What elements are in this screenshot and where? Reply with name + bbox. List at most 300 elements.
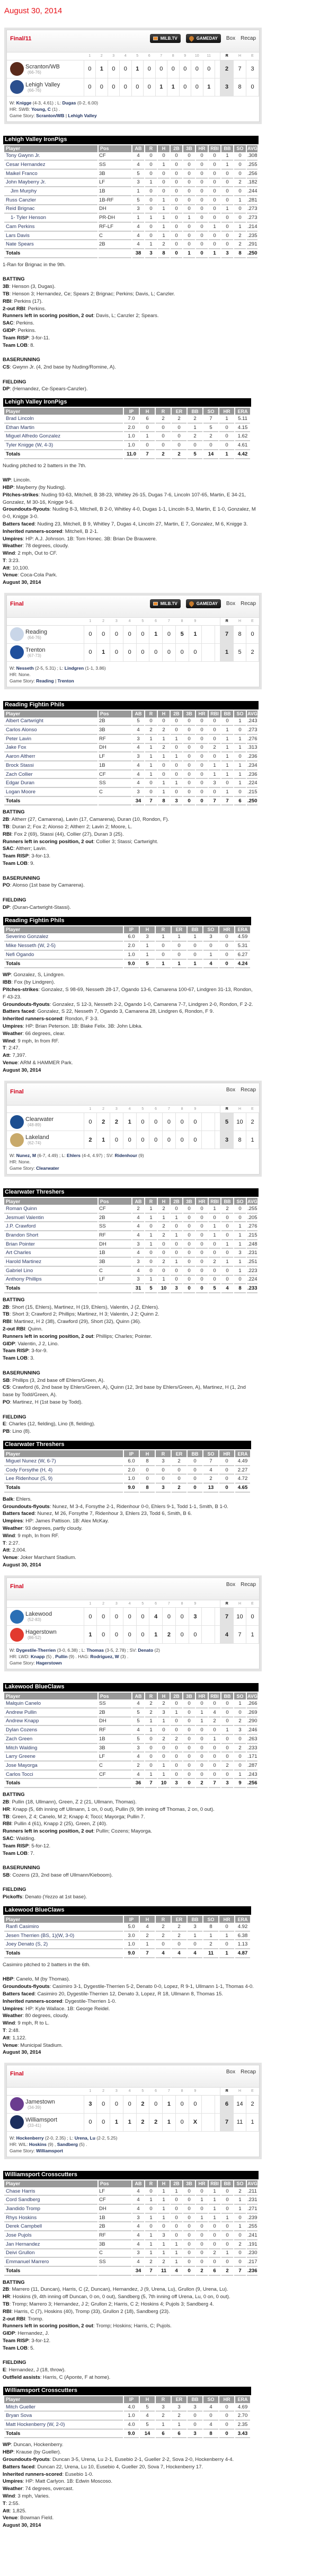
player-name[interactable]: Andrew Pullin <box>4 1708 97 1718</box>
inning-runs: 0 <box>175 643 189 661</box>
column-header[interactable]: R <box>145 709 157 717</box>
player-link[interactable]: Dugas <box>62 100 76 106</box>
column-header[interactable]: ERA <box>235 925 250 933</box>
player-name[interactable]: Carlos Tocci <box>4 1771 97 1780</box>
column-header[interactable]: HR <box>196 144 208 152</box>
column-header[interactable]: SO <box>234 1197 246 1205</box>
player-link[interactable]: Scranton/WB <box>36 112 65 118</box>
inning-header: 4 <box>123 1106 136 1113</box>
column-header[interactable]: Player <box>4 2179 97 2187</box>
stat-cell: 0 <box>183 196 195 205</box>
note-colon: : <box>10 1399 13 1406</box>
player-name[interactable]: Aaron Altherr <box>4 752 97 761</box>
note-text: 10,100. <box>12 565 30 571</box>
column-header[interactable]: R <box>145 2179 157 2187</box>
column-header[interactable]: HR <box>219 2395 234 2403</box>
player-name[interactable]: 1- Tyler Henson <box>4 214 97 223</box>
player-name[interactable]: Joey Denato (S, 2) <box>4 1940 123 1949</box>
pitching-team-title: Lehigh Valley IronPigs <box>3 398 251 407</box>
game-actions <box>226 2069 256 2075</box>
note-label: 2B <box>3 1799 10 1805</box>
column-header[interactable]: BB <box>188 407 202 415</box>
column-header[interactable]: BB <box>188 2395 202 2403</box>
column-header[interactable]: SO <box>203 925 218 933</box>
team-line-row <box>7 1608 259 1626</box>
player-name[interactable]: Ethan Martin <box>4 424 123 433</box>
column-header[interactable]: HR <box>196 1197 208 1205</box>
column-header[interactable]: SO <box>203 1449 218 1457</box>
column-header[interactable]: R <box>156 2395 171 2403</box>
player-name[interactable]: Mike Nesseth (W, 2-5) <box>4 942 123 951</box>
note-text: 3-for-12. <box>31 2337 51 2344</box>
player-name[interactable]: Lars Davis <box>4 232 97 241</box>
gameday-button[interactable] <box>186 34 221 43</box>
player-name[interactable]: Malquin Canelo <box>4 1699 97 1708</box>
player-link[interactable]: Reading <box>36 678 54 684</box>
milbtv-button[interactable] <box>150 599 181 608</box>
player-name[interactable]: Derek Campbell <box>4 2222 97 2231</box>
column-header[interactable]: Pos <box>99 1197 131 1205</box>
note-text: Perkins (17). <box>14 298 43 304</box>
stat-cell: 0 <box>156 424 171 433</box>
team-name[interactable]: Lehigh Valley <box>25 81 60 88</box>
player-name[interactable]: Deivi Grullon <box>4 2249 97 2258</box>
player-link[interactable]: Hoskins <box>29 2141 47 2147</box>
column-header[interactable]: 3B <box>183 1692 195 1699</box>
column-header[interactable]: RBI <box>209 144 220 152</box>
stat-cell: 0 <box>171 788 182 797</box>
note-colon: : <box>10 565 13 571</box>
column-header[interactable]: ER <box>172 2395 186 2403</box>
column-header[interactable]: RBI <box>209 1197 220 1205</box>
player-link[interactable]: Young, C <box>31 106 51 112</box>
column-header[interactable]: IP <box>124 1449 139 1457</box>
column-header[interactable]: Player <box>4 925 123 933</box>
stat-cell: 1 <box>158 752 170 761</box>
team-name[interactable]: Williamsport <box>25 2116 57 2123</box>
player-name[interactable]: Jiandido Tromp <box>4 2205 97 2214</box>
pitching-header-row <box>4 407 250 415</box>
player-name[interactable]: Jose Mayorga <box>4 1762 97 1771</box>
column-header[interactable]: Player <box>4 1692 97 1699</box>
column-header[interactable]: 2B <box>171 1692 182 1699</box>
note-colon: : <box>28 1348 32 1354</box>
column-header[interactable]: BB <box>188 1449 202 1457</box>
player-name[interactable]: John Mayberry Jr. <box>4 179 97 188</box>
column-header[interactable]: IP <box>124 1915 139 1923</box>
column-header[interactable]: R <box>145 1197 157 1205</box>
player-link[interactable]: Hagerstown <box>36 1660 62 1666</box>
note-label: HR <box>3 2294 10 2300</box>
stat-cell: 4 <box>132 744 144 753</box>
note-line <box>3 860 257 868</box>
column-header[interactable]: IP <box>124 407 139 415</box>
player-name[interactable]: Tony Gwynn Jr. <box>4 152 97 161</box>
player-link[interactable]: Clearwater <box>36 1166 59 1171</box>
player-link[interactable]: Nesseth <box>16 665 34 671</box>
column-header[interactable]: R <box>145 144 157 152</box>
column-header[interactable]: AB <box>132 2179 144 2187</box>
column-header[interactable]: Player <box>4 1449 123 1457</box>
note-colon: : <box>11 972 14 978</box>
player-link[interactable]: Nunez, M <box>16 1153 36 1159</box>
stat-cell: 0 <box>183 761 195 770</box>
inning-runs: 0 <box>136 625 149 643</box>
player-name[interactable]: Mitch Gueller <box>4 2403 123 2412</box>
player-link[interactable]: Lehigh Valley <box>68 112 97 118</box>
column-header[interactable]: 2B <box>171 144 182 152</box>
column-header[interactable]: H <box>158 1692 170 1699</box>
player-name[interactable]: Rhys Hoskins <box>4 2214 97 2223</box>
note-line <box>3 1961 257 1969</box>
player-link[interactable]: Ridenhour <box>114 1153 137 1159</box>
player-name[interactable]: Nefi Ogando <box>4 951 123 960</box>
column-header[interactable]: HR <box>219 1915 234 1923</box>
column-header[interactable]: HR <box>196 2179 208 2187</box>
player-name[interactable]: Anthony Phillips <box>4 1276 97 1285</box>
team-record: (33-41) <box>28 2123 41 2128</box>
column-header[interactable]: H <box>158 709 170 717</box>
stat-cell: 0 <box>221 1699 233 1708</box>
stat-cell: 0 <box>158 187 170 196</box>
column-header[interactable]: AVG <box>247 1197 257 1205</box>
player-link[interactable]: Pullin <box>55 1654 68 1660</box>
player-link[interactable]: Hockenberry <box>16 2135 44 2141</box>
player-name[interactable]: Larry Greene <box>4 1753 97 1762</box>
player-link[interactable]: Lindgren <box>64 665 84 671</box>
box-link[interactable]: Box <box>226 601 236 607</box>
player-name[interactable]: Roman Quinn <box>4 1205 97 1214</box>
scoreboard-inner <box>6 1578 260 1670</box>
column-header[interactable]: H <box>140 1915 155 1923</box>
stat-cell: 5 <box>132 1708 144 1718</box>
stat-cell: 0 <box>196 779 208 788</box>
stat-cell: 3 <box>132 1744 144 1753</box>
column-header[interactable]: R <box>156 407 171 415</box>
note-label: Groundouts-flyouts <box>3 1001 50 1007</box>
column-header[interactable]: ER <box>172 1449 186 1457</box>
note-line <box>3 261 257 269</box>
column-header[interactable]: Player <box>4 144 97 152</box>
stat-cell: 0 <box>196 232 208 241</box>
player-row <box>4 1457 250 1466</box>
column-header[interactable]: H <box>140 407 155 415</box>
inning-header <box>202 1600 215 1608</box>
recap-link[interactable]: Recap <box>241 601 256 607</box>
stat-cell: 2 <box>209 2249 220 2258</box>
totals-cell: 5 <box>209 1284 220 1293</box>
team-name[interactable]: Jamestown <box>25 2098 55 2105</box>
column-header[interactable]: 3B <box>183 2179 195 2187</box>
totals-cell <box>99 2267 131 2276</box>
player-name[interactable]: Maikel Franco <box>4 170 97 179</box>
player-name[interactable]: Zach Green <box>4 1735 97 1744</box>
player-name[interactable]: Brock Stassi <box>4 761 97 770</box>
column-header[interactable]: SO <box>234 1692 246 1699</box>
stat-cell: .271 <box>247 2205 257 2214</box>
column-header[interactable]: H <box>140 2395 155 2403</box>
team-logo <box>10 1610 24 1624</box>
column-header[interactable]: SO <box>234 709 246 717</box>
player-name[interactable]: Russ Canzler <box>4 196 97 205</box>
player-link[interactable]: Knigge <box>16 100 32 106</box>
stat-cell: 4 <box>132 1231 144 1240</box>
column-header[interactable]: R <box>145 1692 157 1699</box>
stat-cell: 0 <box>158 761 170 770</box>
column-header[interactable]: Player <box>4 709 97 717</box>
stat-cell: 1.0 <box>124 1940 139 1949</box>
box-link[interactable]: Box <box>226 36 236 41</box>
column-header[interactable]: ERA <box>235 1915 250 1923</box>
player-name[interactable]: Severino Gonzalez <box>4 933 123 942</box>
stat-cell: 1 <box>145 240 157 249</box>
player-link[interactable]: Denato <box>138 1648 154 1653</box>
player-name[interactable]: Gabriel Lino <box>4 1267 97 1276</box>
stat-cell: 6 <box>140 415 155 424</box>
column-header[interactable]: IP <box>124 2395 139 2403</box>
column-header[interactable]: HR <box>196 709 208 717</box>
column-header[interactable]: ERA <box>235 407 250 415</box>
player-name[interactable]: Albert Cartwright <box>4 717 97 726</box>
column-header[interactable]: AVG <box>247 2179 257 2187</box>
player-name[interactable]: Logan Moore <box>4 788 97 797</box>
column-header[interactable]: AVG <box>247 1692 257 1699</box>
box-link[interactable]: Box <box>226 2069 236 2075</box>
column-header[interactable]: H <box>158 2179 170 2187</box>
player-link[interactable]: Sandberg <box>57 2141 78 2147</box>
player-name[interactable]: J.P. Crawford <box>4 1222 97 1231</box>
player-name[interactable]: Miguel Alfredo Gonzalez <box>4 432 123 441</box>
column-header[interactable]: R <box>156 1915 171 1923</box>
stat-cell: 0 <box>158 1753 170 1762</box>
column-header[interactable]: RBI <box>209 2179 220 2187</box>
player-name[interactable]: Jim Murphy <box>4 187 97 196</box>
column-header[interactable]: BB <box>221 2179 233 2187</box>
column-header[interactable]: BB <box>221 144 233 152</box>
column-header[interactable]: Pos <box>99 709 131 717</box>
player-name[interactable]: Carlos Alonso <box>4 726 97 735</box>
player-name[interactable]: Bryan Sova <box>4 2412 123 2421</box>
note-line <box>3 565 257 572</box>
column-header[interactable]: 2B <box>171 1197 182 1205</box>
inning-runs: 1 <box>97 643 110 661</box>
column-header[interactable]: ER <box>172 1915 186 1923</box>
inning-runs: 5 <box>175 625 189 643</box>
player-name[interactable]: Mitch Walding <box>4 1744 97 1753</box>
column-header[interactable]: 2B <box>171 2179 182 2187</box>
column-header[interactable]: H <box>140 1449 155 1457</box>
column-header[interactable]: RBI <box>209 709 220 717</box>
player-name[interactable]: Brad Lincoln <box>4 415 123 424</box>
player-name[interactable]: Tyler Knigge (W, 4-3) <box>4 441 123 450</box>
stat-cell: 1 <box>145 1726 157 1735</box>
player-name[interactable]: Ranfi Casimiro <box>4 1923 123 1932</box>
player-name[interactable]: Zach Collier <box>4 770 97 779</box>
player-name[interactable]: Andrew Knapp <box>4 1718 97 1727</box>
column-header[interactable]: Player <box>4 1197 97 1205</box>
inning-runs: 0 <box>179 78 191 96</box>
player-name[interactable]: Jesen Therrien (BS, 1)(W, 3-0) <box>4 1932 123 1941</box>
recap-link[interactable]: Recap <box>241 36 256 41</box>
player-name[interactable]: Jan Hernandez <box>4 2240 97 2249</box>
stat-cell: .255 <box>247 2222 257 2231</box>
column-header[interactable]: Pos <box>99 1692 131 1699</box>
player-name[interactable]: Cody Forsythe (H, 4) <box>4 1466 123 1475</box>
inning-runs: 0 <box>110 1608 123 1626</box>
stat-cell: 0 <box>188 942 202 951</box>
player-name[interactable]: Edgar Duran <box>4 779 97 788</box>
column-header[interactable]: H <box>140 925 155 933</box>
recap-link[interactable]: Recap <box>241 1581 256 1588</box>
player-name[interactable]: Jose Pujols <box>4 2231 97 2240</box>
player-name[interactable]: Dylan Cozens <box>4 1726 97 1735</box>
column-header[interactable]: ER <box>172 407 186 415</box>
column-header[interactable]: 3B <box>183 144 195 152</box>
milbtv-button[interactable] <box>150 34 181 43</box>
stat-cell: 0 <box>234 726 246 735</box>
stat-cell: 0 <box>183 240 195 249</box>
player-link[interactable]: Thomas <box>86 1648 104 1653</box>
note-colon: : <box>34 2464 38 2470</box>
player-link[interactable]: Rodriguez, W <box>90 1654 119 1660</box>
player-name[interactable]: Emmanuel Marrero <box>4 2258 97 2267</box>
note-label: Outfield assists <box>3 2374 40 2380</box>
player-name[interactable]: Jake Fox <box>4 744 97 753</box>
column-header[interactable]: AVG <box>247 144 257 152</box>
column-header[interactable]: BB <box>221 1197 233 1205</box>
column-header[interactable]: AB <box>132 1692 144 1699</box>
column-header[interactable]: H <box>158 144 170 152</box>
column-header[interactable]: AVG <box>247 709 257 717</box>
totals-cell: 36 <box>132 1779 144 1788</box>
player-name[interactable]: Art Charles <box>4 1249 97 1258</box>
player-name[interactable]: Brandon Short <box>4 1231 97 1240</box>
note-line <box>3 1008 257 1015</box>
team-name[interactable]: Scranton/WB <box>25 63 60 70</box>
column-header[interactable]: 2B <box>171 709 182 717</box>
note-line <box>3 291 257 298</box>
player-link[interactable]: Knapp <box>30 1654 45 1660</box>
column-header[interactable]: AB <box>132 144 144 152</box>
inning-header: 6 <box>149 1106 163 1113</box>
team-column-header <box>7 52 84 60</box>
column-header[interactable]: Player <box>4 407 123 415</box>
column-header[interactable]: SO <box>203 1915 218 1923</box>
column-header[interactable]: HR <box>219 407 234 415</box>
column-header[interactable]: ERA <box>235 2395 250 2403</box>
column-header[interactable]: HR <box>196 1692 208 1699</box>
stat-cell: 0 <box>196 1744 208 1753</box>
player-name[interactable]: Miguel Nunez (W, 6-7) <box>4 1457 123 1466</box>
player-name[interactable]: Matt Hockenberry (W, 2-0) <box>4 2421 123 2430</box>
column-header[interactable]: SO <box>203 407 218 415</box>
player-link[interactable]: Ehlers <box>67 1153 81 1159</box>
player-name[interactable]: Nate Spears <box>4 240 97 249</box>
player-name[interactable]: Harold Martinez <box>4 1258 97 1267</box>
stat-cell: .291 <box>247 240 257 249</box>
player-name[interactable]: Reid Brignac <box>4 205 97 214</box>
player-name[interactable]: Lee Ridenhour (S, 9) <box>4 1475 123 1484</box>
player-link[interactable]: Williamsport <box>36 2148 64 2153</box>
stat-cell: .205 <box>247 1214 257 1223</box>
note-text: Rondon, F 3-3. <box>65 1016 99 1022</box>
column-header[interactable]: R <box>156 1449 171 1457</box>
column-header[interactable]: SO <box>234 2179 246 2187</box>
column-header[interactable]: Pos <box>99 2179 131 2187</box>
game-section <box>0 1575 320 2056</box>
column-header[interactable]: SO <box>234 144 246 152</box>
column-header[interactable]: R <box>156 925 171 933</box>
stat-cell: 0 <box>156 942 171 951</box>
box-link[interactable]: Box <box>226 1581 236 1588</box>
column-header[interactable]: ER <box>172 925 186 933</box>
column-header[interactable]: HR <box>219 1449 234 1457</box>
column-header[interactable]: BB <box>221 1692 233 1699</box>
stat-cell: DH <box>99 205 131 214</box>
box-link[interactable]: Box <box>226 1087 236 1093</box>
player-row <box>4 223 257 232</box>
column-header[interactable]: BB <box>188 925 202 933</box>
column-header[interactable]: HR <box>219 925 234 933</box>
note-colon: : <box>15 550 18 557</box>
column-header[interactable]: H <box>158 1197 170 1205</box>
player-name[interactable]: Brian Pointer <box>4 1240 97 1249</box>
team-name[interactable]: Trenton <box>25 646 46 653</box>
player-name[interactable]: Cesar Hernandez <box>4 161 97 170</box>
summary-text: (2-5, 5.31) ; L: <box>33 665 65 671</box>
player-name[interactable]: Cam Perkins <box>4 223 97 232</box>
recap-link[interactable]: Recap <box>241 2069 256 2075</box>
column-header[interactable]: Pos <box>99 144 131 152</box>
stat-cell: 0 <box>145 717 157 726</box>
team-name[interactable]: Lakeland <box>25 1134 49 1141</box>
note-line <box>3 2500 257 2508</box>
player-link[interactable]: Dygestile-Therrien <box>16 1648 56 1653</box>
column-header[interactable]: RBI <box>209 1692 220 1699</box>
player-name[interactable]: Chase Harris <box>4 2187 97 2196</box>
team-name[interactable]: Reading <box>25 628 47 635</box>
team-name[interactable]: Clearwater <box>25 1116 54 1123</box>
recap-link[interactable]: Recap <box>241 1087 256 1093</box>
stat-cell: 0 <box>188 1466 202 1475</box>
column-header[interactable]: 3B <box>183 1197 195 1205</box>
player-name[interactable]: Peter Lavin <box>4 735 97 744</box>
column-header[interactable]: AB <box>132 1197 144 1205</box>
totals-cell: 2 <box>196 2267 208 2276</box>
column-header[interactable]: 3B <box>183 709 195 717</box>
column-header[interactable]: BB <box>188 1915 202 1923</box>
team-name[interactable]: Lakewood <box>25 1611 52 1618</box>
note-line <box>3 1023 257 1030</box>
player-link[interactable]: Urena, Lu <box>74 2135 95 2141</box>
note-colon: : <box>23 2478 26 2485</box>
column-header[interactable]: BB <box>221 709 233 717</box>
player-link[interactable]: Trenton <box>57 678 74 684</box>
stat-cell: 0 <box>158 1240 170 1249</box>
column-header[interactable]: IP <box>124 925 139 933</box>
player-name[interactable]: Jesmuel Valentin <box>4 1214 97 1223</box>
player-name[interactable]: Cord Sandberg <box>4 2196 97 2205</box>
column-header[interactable]: Player <box>4 2395 123 2403</box>
team-name[interactable]: Hagerstown <box>25 1629 57 1636</box>
inning-runs: 2 <box>97 1113 110 1131</box>
column-header[interactable]: Player <box>4 1915 123 1923</box>
column-header[interactable]: ERA <box>235 1449 250 1457</box>
column-header[interactable]: SO <box>203 2395 218 2403</box>
gameday-button[interactable] <box>186 599 221 608</box>
column-header[interactable]: AB <box>132 709 144 717</box>
gameday-icon <box>188 35 195 42</box>
